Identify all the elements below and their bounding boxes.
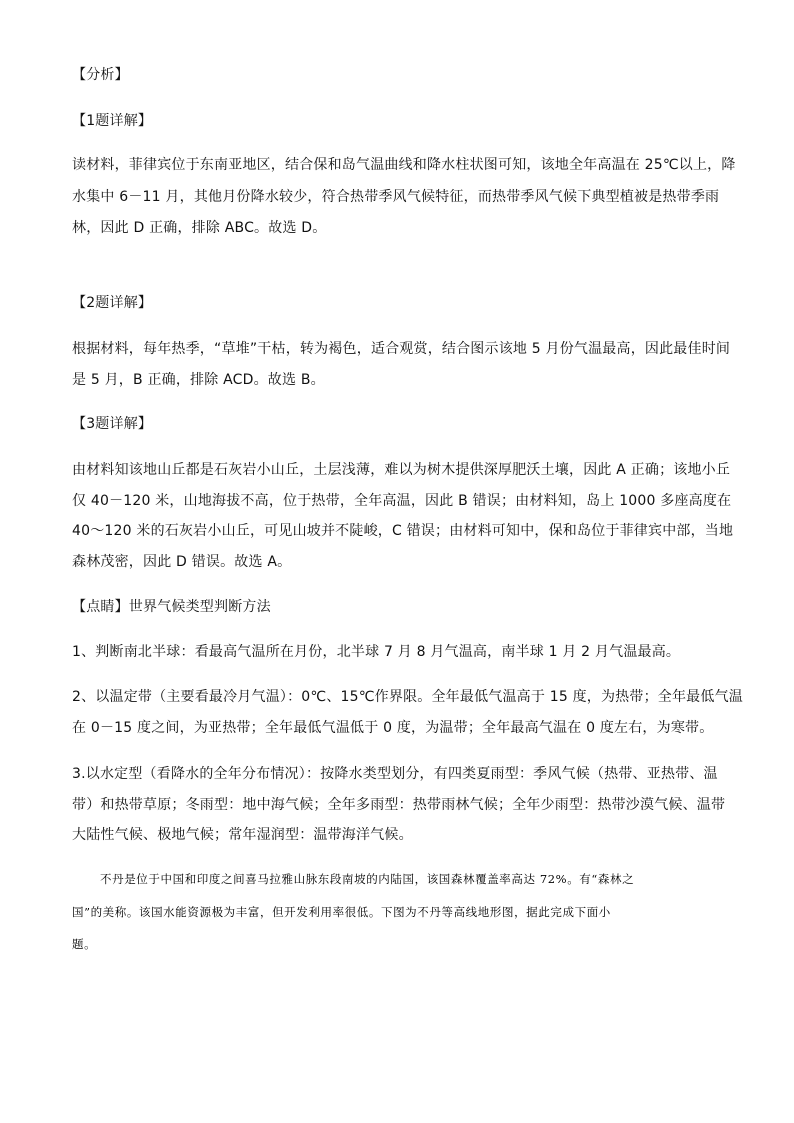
next-question-line-2: 国”的美称。该国水能资源极为丰富，但开发利用率很低。下图为不丹等高线地形图，据此完成下面小 xyxy=(72,905,611,919)
tip-heading: 【点睛】世界气候类型判断方法 xyxy=(72,599,271,615)
tip-line-1: 1、判断南北半球：看最高气温所在月份，北半球 7 月 8 月气温高，南半球 1 月 2 月气温最高。 xyxy=(72,644,681,660)
tip-line-4: 3.以水定型（看降水的全年分布情况）：按降水类型划分，有四类夏雨型：季风气候（热带、亚热带、温 xyxy=(72,766,718,782)
q1-line-3: 林，因此 D 正确，排除 ABC。故选 D。 xyxy=(72,220,327,236)
q3-line-1: 由材料知该地山丘都是石灰岩小山丘，土层浅薄，难以为树木提供深厚肥沃土壤，因此 A 正确；该地小丘 xyxy=(72,462,731,478)
q2-line-1: 根据材料，每年热季，“草堆”干枯，转为褐色，适合观赏，结合图示该地 5 月份气温最高，因此最佳时间 xyxy=(72,341,731,357)
q2-line-2: 是 5 月，B 正确，排除 ACD。故选 B。 xyxy=(72,372,325,388)
q3-heading: 【3题详解】 xyxy=(72,416,153,432)
q1-line-2: 水集中 6－11 月，其他月份降水较少，符合热带季风气候特征，而热带季风气候下典型植被是热带季雨 xyxy=(72,189,720,205)
next-question-line-3: 题。 xyxy=(72,937,97,951)
tip-line-3: 在 0－15 度之间，为亚热带；全年最低气温低于 0 度，为温带；全年最高气温在 0 度左右，为寒带。 xyxy=(72,720,714,736)
q1-heading: 【1题详解】 xyxy=(72,113,153,129)
tip-line-5: 带）和热带草原；冬雨型：地中海气候；全年多雨型：热带雨林气候；全年少雨型：热带沙漠气候、温带 xyxy=(72,797,726,813)
analysis-heading: 【分析】 xyxy=(72,67,129,83)
q1-line-1: 读材料，菲律宾位于东南亚地区，结合保和岛气温曲线和降水柱状图可知，该地全年高温在 25℃以上，降 xyxy=(72,157,736,173)
q3-line-2: 仅 40－120 米，山地海拔不高，位于热带，全年高温，因此 B 错误；由材料知，岛上 1000 多座高度在 xyxy=(72,493,732,509)
tip-line-6: 大陆性气候、极地气候；常年湿润型：温带海洋气候。 xyxy=(72,827,413,843)
q2-heading: 【2题详解】 xyxy=(72,295,153,311)
next-question-line-1: 不丹是位于中国和印度之间喜马拉雅山脉东段南坡的内陆国，该国森林覆盖率高达 72%。有“森林之 xyxy=(100,872,635,886)
q3-line-4: 森林茂密，因此 D 错误。故选 A。 xyxy=(72,554,292,570)
tip-line-2: 2、以温定带（主要看最冷月气温）：0℃、15℃作界限。全年最低气温高于 15 度，为热带；全年最低气温 xyxy=(72,689,743,705)
q3-line-3: 40～120 米的石灰岩小山丘，可见山坡并不陡峻，C 错误；由材料可知中，保和岛位于菲律宾中部，当地 xyxy=(72,523,734,539)
